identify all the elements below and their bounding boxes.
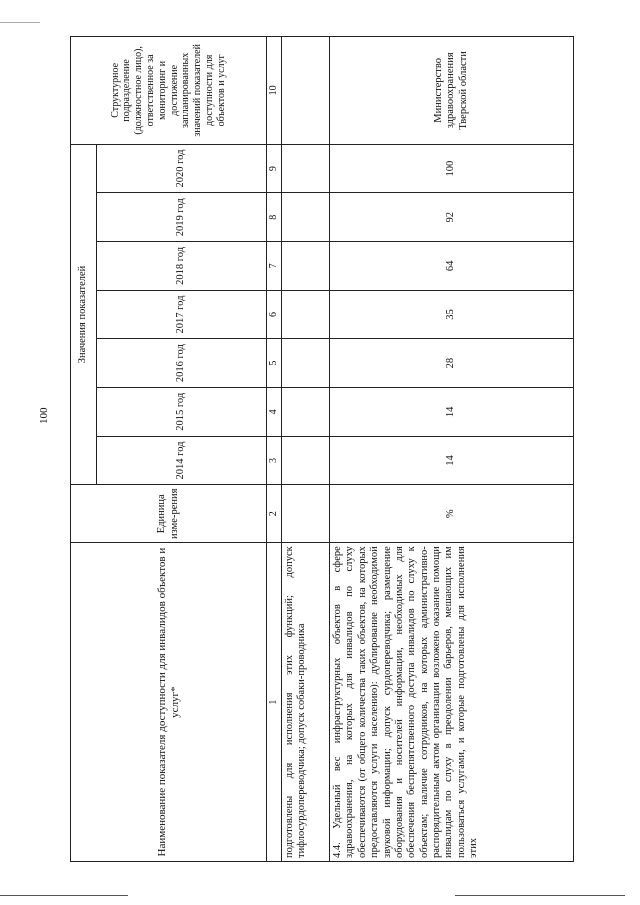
table-row (330, 37, 574, 862)
scan-edge-mark (0, 22, 40, 23)
indicator-value: 28 (330, 339, 574, 388)
header-year: 2016 год (97, 339, 267, 388)
indicator-value (282, 436, 330, 485)
indicator-responsible: Министерство здравоохранения Тверской области (330, 37, 574, 145)
header-values-group: Значения показателей (71, 144, 97, 485)
header-year: 2015 год (97, 387, 267, 436)
column-number: 7 (267, 242, 282, 291)
indicator-value (282, 387, 330, 436)
column-number: 3 (267, 436, 282, 485)
header-year: 2019 год (97, 193, 267, 242)
indicator-value: 92 (330, 193, 574, 242)
indicator-value: 14 (330, 387, 574, 436)
column-number: 10 (267, 37, 282, 145)
indicator-value (282, 290, 330, 339)
indicator-responsible (282, 37, 330, 145)
header-year: 2017 год (97, 290, 267, 339)
table-area (70, 36, 574, 862)
indicators-table (70, 36, 574, 862)
page-number: 100 (38, 407, 50, 424)
indicator-value (282, 193, 330, 242)
column-number: 4 (267, 387, 282, 436)
header-responsible: Структурное подразделение (должностное лицо), ответственное за мониторинг и достижение запланированных значений показателей доступности для объектов и услуг (71, 37, 267, 145)
scan-edge-line (0, 895, 128, 896)
scan-edge-line (455, 895, 625, 896)
column-number: 5 (267, 339, 282, 388)
indicator-name: 4.4. Удельный вес инфраструктурных объектов в сфере здравоохранения, на которых для инвалидов по слуху обеспечиваются (от общего количества таких объектов, на которых предоставляются услуги населению): дублирование необходимой звуковой информации; допуск сурдопереводчика; размещение оборудования и носителей информации, необходимых для обеспечения беспрепятственного доступа инвалидов по слуху к объектам; наличие сотрудников, на которых административно-распорядительным актом организации возложено оказание помощи инвалидам по слуху в преодолении барьеров, мешающих им пользоваться услугами, и которые подготовлены для исполнения этих (330, 543, 574, 862)
column-number: 2 (267, 485, 282, 543)
column-number: 9 (267, 144, 282, 193)
header-unit: Единица изме-рения (71, 485, 267, 543)
column-number: 6 (267, 290, 282, 339)
indicator-unit: % (330, 485, 574, 543)
indicator-value: 14 (330, 436, 574, 485)
indicator-value: 35 (330, 290, 574, 339)
header-year: 2014 год (97, 436, 267, 485)
column-number: 8 (267, 193, 282, 242)
indicator-value (282, 339, 330, 388)
column-number: 1 (267, 543, 282, 862)
indicator-value: 100 (330, 144, 574, 193)
indicator-name: подготовлены для исполнения этих функций; допуск тифлосурдопереводчика; допуск собаки-проводника (282, 543, 330, 862)
header-year: 2018 год (97, 242, 267, 291)
header-year: 2020 год (97, 144, 267, 193)
indicator-value (282, 242, 330, 291)
table-row (282, 37, 330, 862)
header-name: Наименование показателя доступности для инвалидов объектов и услуг* (71, 543, 267, 862)
indicator-unit (282, 485, 330, 543)
indicator-value: 64 (330, 242, 574, 291)
rotated-table-wrapper (70, 36, 574, 862)
column-numbers-row (267, 37, 282, 862)
indicator-value (282, 144, 330, 193)
